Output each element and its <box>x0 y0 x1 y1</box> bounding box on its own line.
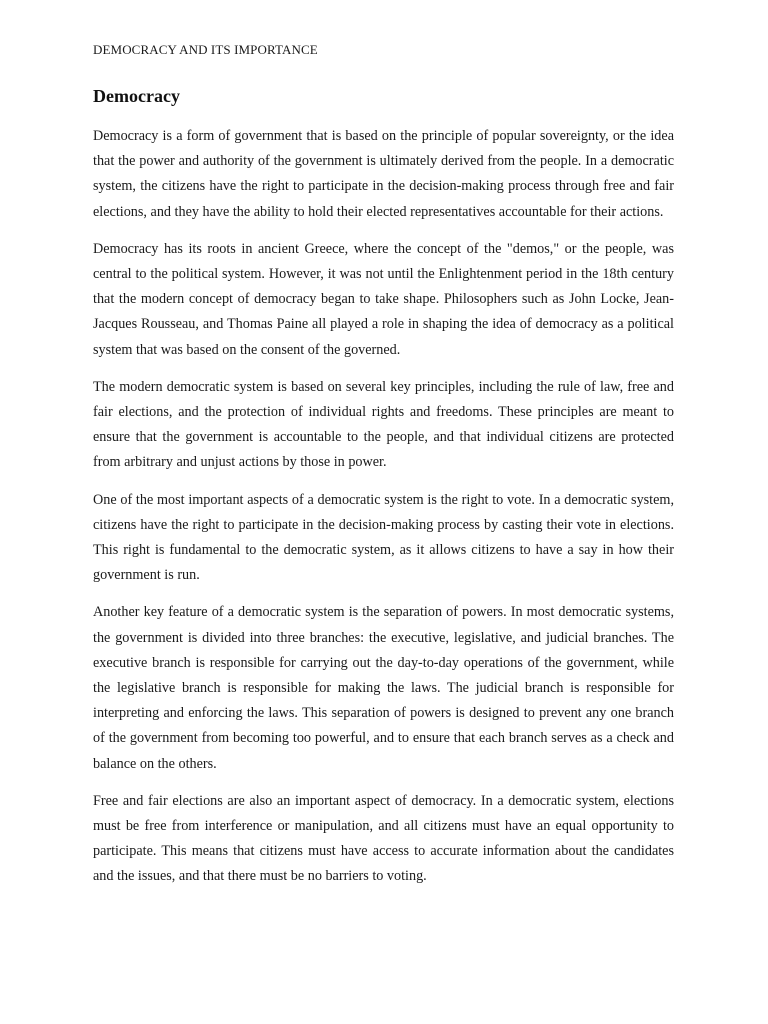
document-title: Democracy <box>93 86 180 106</box>
document-body <box>93 124 674 902</box>
paragraph-3: The modern democratic system is based on several key principles, including the rule of law, free and fair elections, and the protection of individual rights and freedoms. These principles are meant to ensure that the government is accountable to the people, and that individual citizens are protected from arbitrary and unjust actions by those in power. <box>93 378 674 471</box>
paragraph-4: One of the most important aspects of a democratic system is the right to vote. In a democratic system, citizens have the right to participate in the decision-making process by casting their vote in elections. This right is fundamental to the democratic system, as it allows citizens to have a say in how their government is run. <box>93 491 674 584</box>
paragraph-5: Another key feature of a democratic system is the separation of powers. In most democratic systems, the government is divided into three branches: the executive, legislative, and judicial branches. The executive branch is responsible for carrying out the day-to-day operations of the government, while the legislative branch is responsible for making the laws. The judicial branch is responsible for interpreting and enforcing the laws. This separation of powers is designed to prevent any one branch of the government from becoming too powerful, and to ensure that each branch serves as a check and balance on the others. <box>93 604 674 772</box>
paragraph-6: Free and fair elections are also an important aspect of democracy. In a democratic system, elections must be free from interference or manipulation, and all citizens must have an equal opportunity to participate. This means that citizens must have access to accurate information about the candidates and the issues, and that there must be no barriers to voting. <box>93 792 674 885</box>
paragraph-2: Democracy has its roots in ancient Greece, where the concept of the "demos," or the people, was central to the political system. However, it was not until the Enlightenment period in the 18th century that the modern concept of democracy began to take shape. Philosophers such as John Locke, Jean-Jacques Rousseau, and Thomas Paine all played a role in shaping the idea of democracy as a political system that was based on the consent of the governed. <box>93 240 674 358</box>
running-header: DEMOCRACY AND ITS IMPORTANCE <box>93 42 318 57</box>
paragraph-1: Democracy is a form of government that is based on the principle of popular sovereignty, or the idea that the power and authority of the government is ultimately derived from the people. In a democratic system, the citizens have the right to participate in the decision-making process through free and fair elections, and they have the ability to hold their elected representatives accountable for their actions. <box>93 128 674 220</box>
